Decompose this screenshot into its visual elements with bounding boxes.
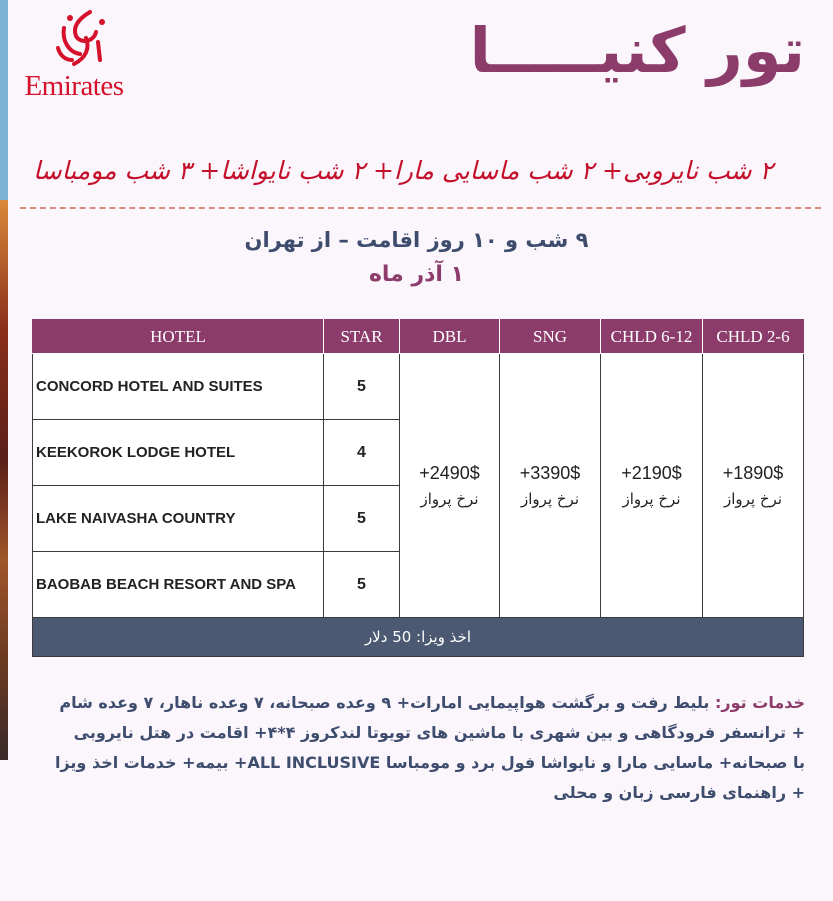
tour-date: ۱ آذر ماه bbox=[368, 262, 465, 287]
price-dbl-note: نرخ پرواز bbox=[420, 490, 479, 508]
column-header-chld-2-6: CHLD 2-6 bbox=[703, 320, 804, 354]
hotel-star: 5 bbox=[324, 486, 400, 552]
column-header-dbl: DBL bbox=[400, 320, 500, 354]
price-table bbox=[32, 319, 804, 657]
price-chld-2-6-value: 1890$+ bbox=[722, 463, 784, 483]
tour-services bbox=[15, 688, 805, 808]
hotel-star: 5 bbox=[324, 354, 400, 420]
emirates-logo bbox=[8, 8, 138, 103]
price-chld-6-12 bbox=[601, 354, 703, 618]
price-chld-6-12-note: نرخ پرواز bbox=[622, 490, 681, 508]
price-sng-note: نرخ پرواز bbox=[520, 490, 579, 508]
price-sng-value: 3390$+ bbox=[519, 463, 581, 483]
price-chld-2-6-note: نرخ پرواز bbox=[723, 490, 782, 508]
table-row bbox=[33, 354, 804, 420]
hotel-star: 5 bbox=[324, 552, 400, 618]
services-line-1 bbox=[15, 688, 805, 718]
services-line-3: با صبحانه+ ماسایی مارا و نایواشا فول برد و مومباسا ALL INCLUSIVE+ بیمه+ خدمات اخذ ویزا bbox=[54, 753, 805, 772]
visa-fee: اخذ ویزا: 50 دلار bbox=[33, 618, 804, 657]
hotel-name: BAOBAB BEACH RESORT AND SPA bbox=[33, 552, 324, 618]
column-header-sng: SNG bbox=[500, 320, 601, 354]
price-chld-2-6 bbox=[703, 354, 804, 618]
hotel-star: 4 bbox=[324, 420, 400, 486]
services-line-2: + ترانسفر فرودگاهی و بین شهری با ماشین های تویوتا لندکروز ۴*۴+ اقامت در هتل نایروبی bbox=[73, 723, 805, 742]
background-photo-strip bbox=[0, 0, 8, 901]
emirates-calligraphy-icon bbox=[50, 8, 110, 70]
column-header-chld-6-12: CHLD 6-12 bbox=[601, 320, 703, 354]
dashed-divider bbox=[20, 207, 821, 209]
hotel-name: LAKE NAIVASHA COUNTRY bbox=[33, 486, 324, 552]
hotel-name: KEEKOROK LODGE HOTEL bbox=[33, 420, 324, 486]
price-chld-6-12-value: 2190$+ bbox=[621, 463, 682, 483]
services-line-4: + راهنمای فارسی زبان و محلی bbox=[553, 783, 805, 802]
services-text-1: بلیط رفت و برگشت هواپیمایی امارات+ ۹ وعده صبحانه، ۷ وعده ناهار، ۷ وعده شام bbox=[59, 693, 710, 712]
table-header-row bbox=[33, 320, 804, 354]
services-label: خدمات تور: bbox=[715, 693, 805, 712]
price-dbl bbox=[400, 354, 500, 618]
itinerary-subtitle: ۲ شب نایروبی+ ۲ شب ماسایی مارا+ ۲ شب نایواشا+ ۳ شب مومباسا bbox=[33, 156, 773, 185]
column-header-hotel: HOTEL bbox=[33, 320, 324, 354]
price-sng bbox=[500, 354, 601, 618]
price-dbl-value: 2490$+ bbox=[419, 463, 480, 483]
tour-duration: ۹ شب و ۱۰ روز اقامت – از تهران bbox=[244, 228, 589, 252]
hotel-name: CONCORD HOTEL AND SUITES bbox=[33, 354, 324, 420]
column-header-star: STAR bbox=[324, 320, 400, 354]
visa-row bbox=[33, 618, 804, 657]
page-title: تور کنیـــــا bbox=[469, 14, 805, 87]
emirates-wordmark: Emirates bbox=[24, 70, 124, 102]
